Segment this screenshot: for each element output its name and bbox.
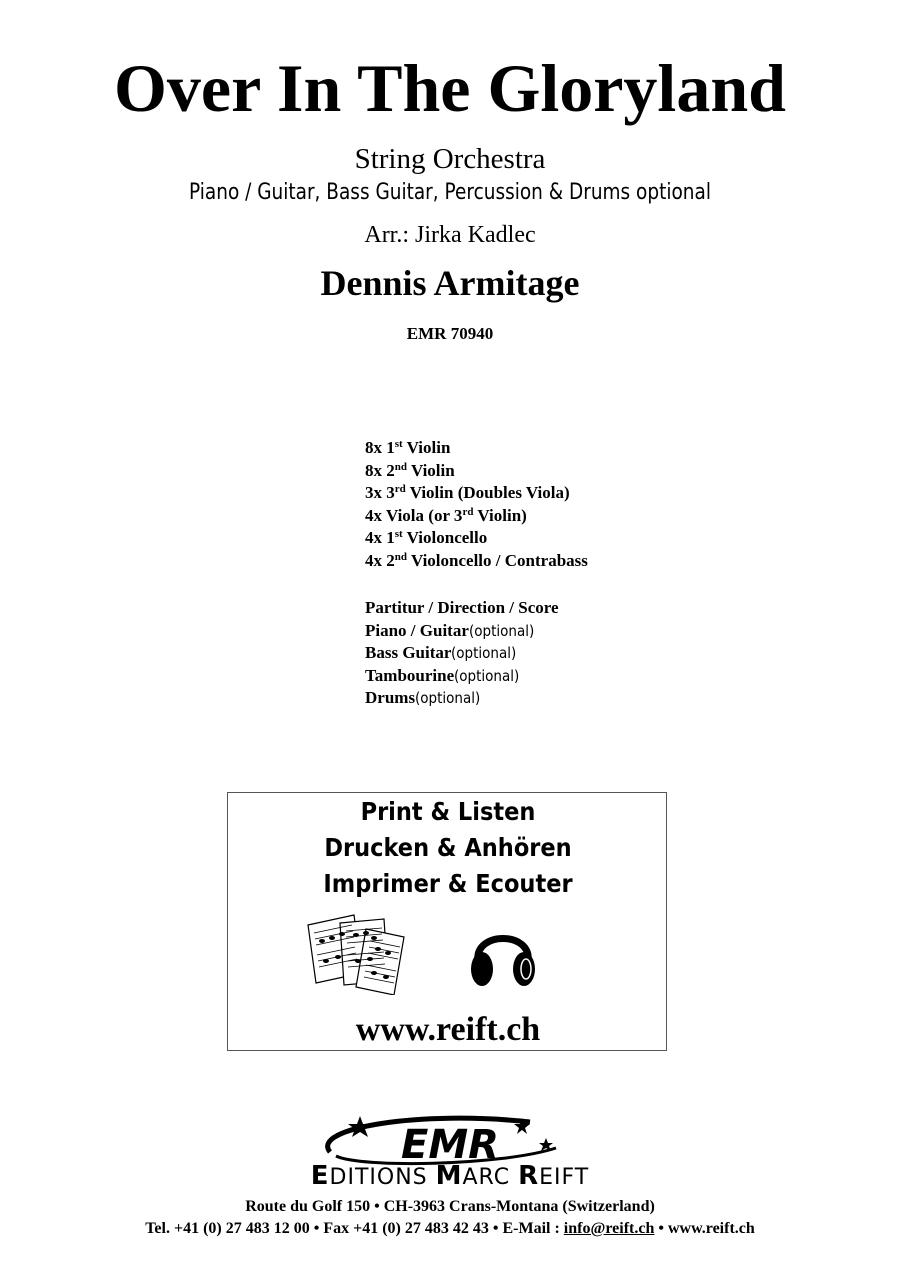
ensemble-subtitle: String Orchestra (354, 143, 546, 175)
instrumentation-line: Piano / Guitar, Bass Guitar, Percussion & Drums optional (189, 180, 711, 205)
website-link[interactable]: • www.reift.ch (654, 1220, 755, 1237)
publisher-address: Route du Golf 150 • CH-3963 Crans-Montana (Switzerland) (245, 1198, 655, 1215)
parts-list (365, 437, 765, 573)
promo-line-german: Drucken & Anhören (324, 833, 572, 862)
print-listen-box (227, 792, 667, 1051)
part-item: 4x 1st Violoncello (365, 528, 488, 548)
extra-item: Drums(optional) (365, 688, 481, 708)
extra-item: Partitur / Direction / Score (365, 598, 559, 617)
composer-name: Dennis Armitage (320, 263, 580, 303)
promo-line-french: Imprimer & Ecouter (323, 869, 573, 898)
arranger-credit: Arr.: Jirka Kadlec (364, 222, 536, 248)
extras-list (365, 597, 765, 710)
page-title: Over In The Gloryland (114, 50, 786, 126)
extra-item: Piano / Guitar(optional) (365, 620, 535, 640)
part-item: 3x 3rd Violin (Doubles Viola) (365, 483, 570, 503)
catalog-number: EMR 70940 (406, 324, 494, 343)
part-item: 8x 1st Violin (365, 438, 451, 457)
emr-logo-text: EMR (401, 1122, 499, 1168)
sheet-music-icon (300, 911, 412, 995)
part-item: 4x 2nd Violoncello / Contrabass (365, 550, 588, 570)
publisher-name: EDITIONS MARC REIFT (310, 1161, 590, 1191)
headphones-icon (468, 917, 538, 991)
part-item: 8x 2nd Violin (365, 460, 455, 480)
publisher-contact: Tel. +41 (0) 27 483 12 00 • Fax +41 (0) 27 483 42 43 • E-Mail : info@reift.ch • www.reift.ch (145, 1220, 755, 1237)
promo-line-english: Print & Listen (360, 797, 536, 826)
part-item: 4x Viola (or 3rd Violin) (365, 505, 527, 525)
email-link[interactable]: info@reift.ch (563, 1220, 655, 1237)
promo-website[interactable]: www.reift.ch (355, 1011, 541, 1048)
extra-item: Bass Guitar(optional) (365, 643, 517, 663)
extra-item: Tambourine(optional) (365, 665, 520, 685)
